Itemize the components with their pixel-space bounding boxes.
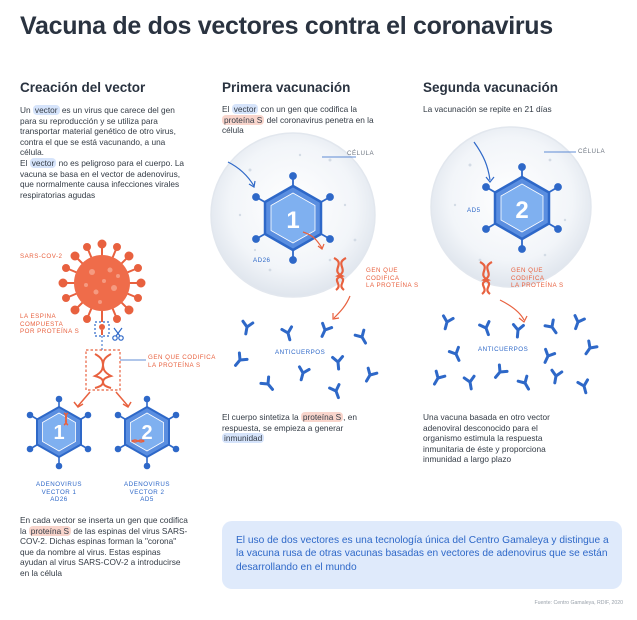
sars-cov-2-virus <box>60 241 145 323</box>
antibodies-1 <box>232 321 377 399</box>
col3-title: Segunda vacunación <box>423 80 559 95</box>
source-note: Fuente: Centro Gamaleya, RDIF, 2020 <box>534 600 623 606</box>
spike-label: LA ESPINA COMPUESTA POR PROTEÍNA S <box>20 313 80 336</box>
col3-bottom-text: Una vacuna basada en otro vector adenoviral desconocido para el organismo estimula la respuesta inmunitaria de éste y proporciona inmunidad a largo plazo <box>423 412 550 465</box>
gene-box <box>86 350 146 390</box>
spike-protein-selection <box>95 322 123 350</box>
col2-title: Primera vacunación <box>222 80 351 95</box>
antibodies-1-label: ANTICUERPOS <box>275 349 326 356</box>
antibodies-2-label: ANTICUERPOS <box>478 346 529 353</box>
scissors-icon <box>113 328 123 340</box>
cell-1-gene-label: GEN QUE CODIFICA LA PROTEÍNA S <box>366 267 419 290</box>
cell-2-label: CÉLULA <box>578 148 606 155</box>
key-message-text: El uso de dos vectores es una tecnología única del Centro Gamaleya y distingue a la vacuna rusa de otras vacunas basadas en vectores de adenovirus que se están desarrollando en el mundo <box>236 535 609 573</box>
ad5-label: AD5 <box>467 207 481 214</box>
col2-intro: El vector con un gen que codifica la proteína S del coronavirus penetra en la célula <box>222 104 374 136</box>
cell-1-label: CÉLULA <box>347 150 375 157</box>
col2-bottom-text: El cuerpo sintetiza la proteína S , en respuesta, se empieza a generar inmunidad <box>222 412 358 444</box>
vector-2-number: 2 <box>141 422 153 444</box>
col1-intro: Un vector es un virus que carece del gen para su reproducción y se utiliza para transportar material genético de otro virus, contra el que se está vacunando, a una célula. El vector no es peligroso para el cuerpo. La vacuna se basa en el vector de adenovirus, que normalmente causa infecciones virales respiratorias agudas <box>20 105 185 200</box>
col3-intro: La vacunación se repite en 21 días <box>423 104 552 114</box>
ad26-label: AD26 <box>253 257 271 264</box>
cell-2-virus-number: 2 <box>515 197 529 224</box>
arrows-to-vectors <box>74 392 131 407</box>
col1-bottom-text: En cada vector se inserta un gen que codifica la proteína S de las espinas del virus SARS-COV-2. Dichas espinas forman la "corona" que da nombre al virus. Estas espinas ayudan al virus SARS-COV-2 a introducirse en la célula <box>20 515 188 578</box>
gene-label: GEN QUE CODIFICA LA PROTEÍNA S <box>148 354 216 369</box>
cell-1-virus-number: 1 <box>286 207 300 234</box>
page-title: Vacuna de dos vectores contra el coronavirus <box>20 12 553 40</box>
vector-1-number: 1 <box>53 422 65 444</box>
col1-title: Creación del vector <box>20 80 146 95</box>
vector-1-label: ADENOVIRUS VECTOR 1 AD26 <box>36 481 82 504</box>
key-message-box <box>222 521 622 589</box>
sars-cov-2-label: SARS-COV-2 <box>20 253 63 260</box>
antibodies-2 <box>430 316 597 394</box>
vector-2-label: ADENOVIRUS VECTOR 2 AD5 <box>124 481 170 504</box>
cell-2-gene-label: GEN QUE CODIFICA LA PROTEÍNA S <box>511 267 564 290</box>
